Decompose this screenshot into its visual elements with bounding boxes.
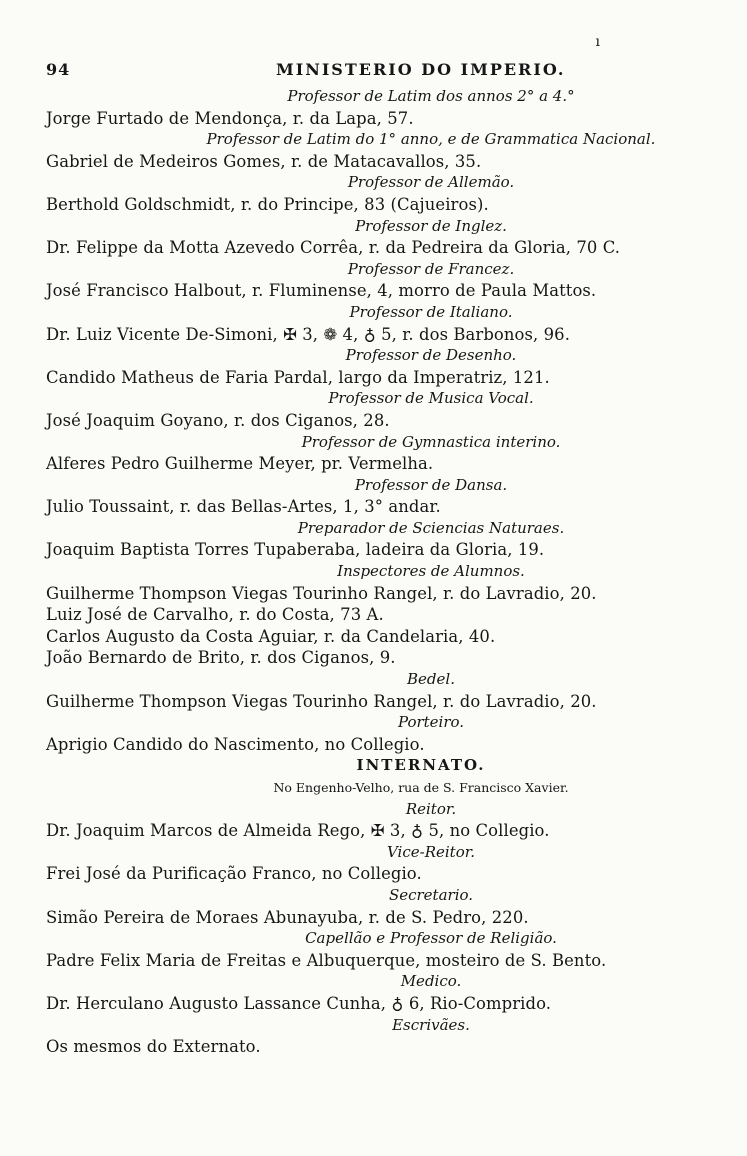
entry-person: Simão Pereira de Moraes Abunayuba, r. de S. Pedro, 220. <box>46 907 529 927</box>
entry-role-heading: Secretario. <box>388 885 474 904</box>
entry-role-heading: Capellão e Professor de Religião. <box>305 929 557 948</box>
entry-role-heading: Professor de Dansa. <box>354 475 508 494</box>
entry-role-heading: Professor de Latim do 1° anno, e de Grammatica Nacional. <box>206 130 656 149</box>
entry-person: Luiz José de Carvalho, r. do Costa, 73 A. <box>46 605 384 625</box>
entry-role-heading: Medico. <box>400 972 462 991</box>
entry-person: Guilherme Thompson Viegas Tourinho Rangel, r. do Lavradio, 20. <box>46 583 597 603</box>
entry-role-heading: Professor de Allemão. <box>347 173 515 192</box>
running-title: MINISTERIO DO IMPERIO. <box>276 60 566 79</box>
page-number: 94 <box>46 60 71 79</box>
entry-person: José Joaquim Goyano, r. dos Ciganos, 28. <box>46 410 390 430</box>
section-heading: INTERNATO. <box>356 756 486 775</box>
page-header <box>46 34 706 84</box>
entry-role-heading: Porteiro. <box>397 713 465 732</box>
entry-list <box>46 86 726 1058</box>
entry-role-heading: Professor de Inglez. <box>355 216 507 235</box>
entry-role-heading: Reitor. <box>405 799 457 818</box>
entry-person: Berthold Goldschmidt, r. do Principe, 83 (Cajueiros). <box>46 194 489 214</box>
entry-role-heading: Preparador de Sciencias Naturaes. <box>297 518 565 537</box>
entry-person: Padre Felix Maria de Freitas e Albuquerque, mosteiro de S. Bento. <box>46 950 607 970</box>
entry-person: José Francisco Halbout, r. Fluminense, 4, morro de Paula Mattos. <box>46 281 597 301</box>
edge-mark: ı <box>595 34 600 50</box>
entry-role-heading: Professor de Gymnastica interino. <box>301 432 561 451</box>
entry-person: João Bernardo de Brito, r. dos Ciganos, 9. <box>46 648 396 668</box>
entry-person: Alferes Pedro Guilherme Meyer, pr. Vermelha. <box>46 454 434 474</box>
entry-person: Joaquim Baptista Torres Tupaberaba, ladeira da Gloria, 19. <box>46 540 545 560</box>
entry-person: Os mesmos do Externato. <box>46 1037 261 1057</box>
entry-person: Aprigio Candido do Nascimento, no Collegio. <box>46 734 425 754</box>
entry-role-heading: Professor de Desenho. <box>345 346 517 365</box>
entry-person: Dr. Luiz Vicente De-Simoni, ✠ 3, ❁ 4, ♁ 5, r. dos Barbonos, 96. <box>46 324 571 344</box>
entry-role-heading: Professor de Francez. <box>347 259 515 278</box>
entry-person: Julio Toussaint, r. das Bellas-Artes, 1, 3° andar. <box>46 497 441 517</box>
section-address: No Engenho-Velho, rua de S. Francisco Xavier. <box>273 780 569 795</box>
entry-person: Dr. Felippe da Motta Azevedo Corrêa, r. da Pedreira da Gloria, 70 C. <box>46 238 621 258</box>
entry-role-heading: Professor de Musica Vocal. <box>328 389 534 408</box>
entry-role-heading: Escrivães. <box>392 1015 470 1034</box>
entry-role-heading: Professor de Italiano. <box>349 302 513 321</box>
entry-person: Jorge Furtado de Mendonça, r. da Lapa, 57. <box>46 108 414 128</box>
entry-person: Gabriel de Medeiros Gomes, r. de Matacavallos, 35. <box>46 151 482 171</box>
entry-person: Candido Matheus de Faria Pardal, largo da Imperatriz, 121. <box>46 367 550 387</box>
entry-person: Carlos Augusto da Costa Aguiar, r. da Candelaria, 40. <box>46 626 496 646</box>
entry-person: Dr. Herculano Augusto Lassance Cunha, ♁ 6, Rio-Comprido. <box>46 993 552 1013</box>
entry-role-heading: Inspectores de Alumnos. <box>337 562 525 581</box>
entry-role-heading: Bedel. <box>407 670 455 689</box>
entry-role-heading: Professor de Latim dos annos 2° a 4.° <box>287 87 575 105</box>
entry-person: Frei José da Purificação Franco, no Collegio. <box>46 864 422 884</box>
entry-person: Dr. Joaquim Marcos de Almeida Rego, ✠ 3, ♁ 5, no Collegio. <box>46 821 550 841</box>
entry-role-heading: Vice-Reitor. <box>386 842 476 861</box>
entry-person: Guilherme Thompson Viegas Tourinho Rangel, r. do Lavradio, 20. <box>46 691 597 711</box>
